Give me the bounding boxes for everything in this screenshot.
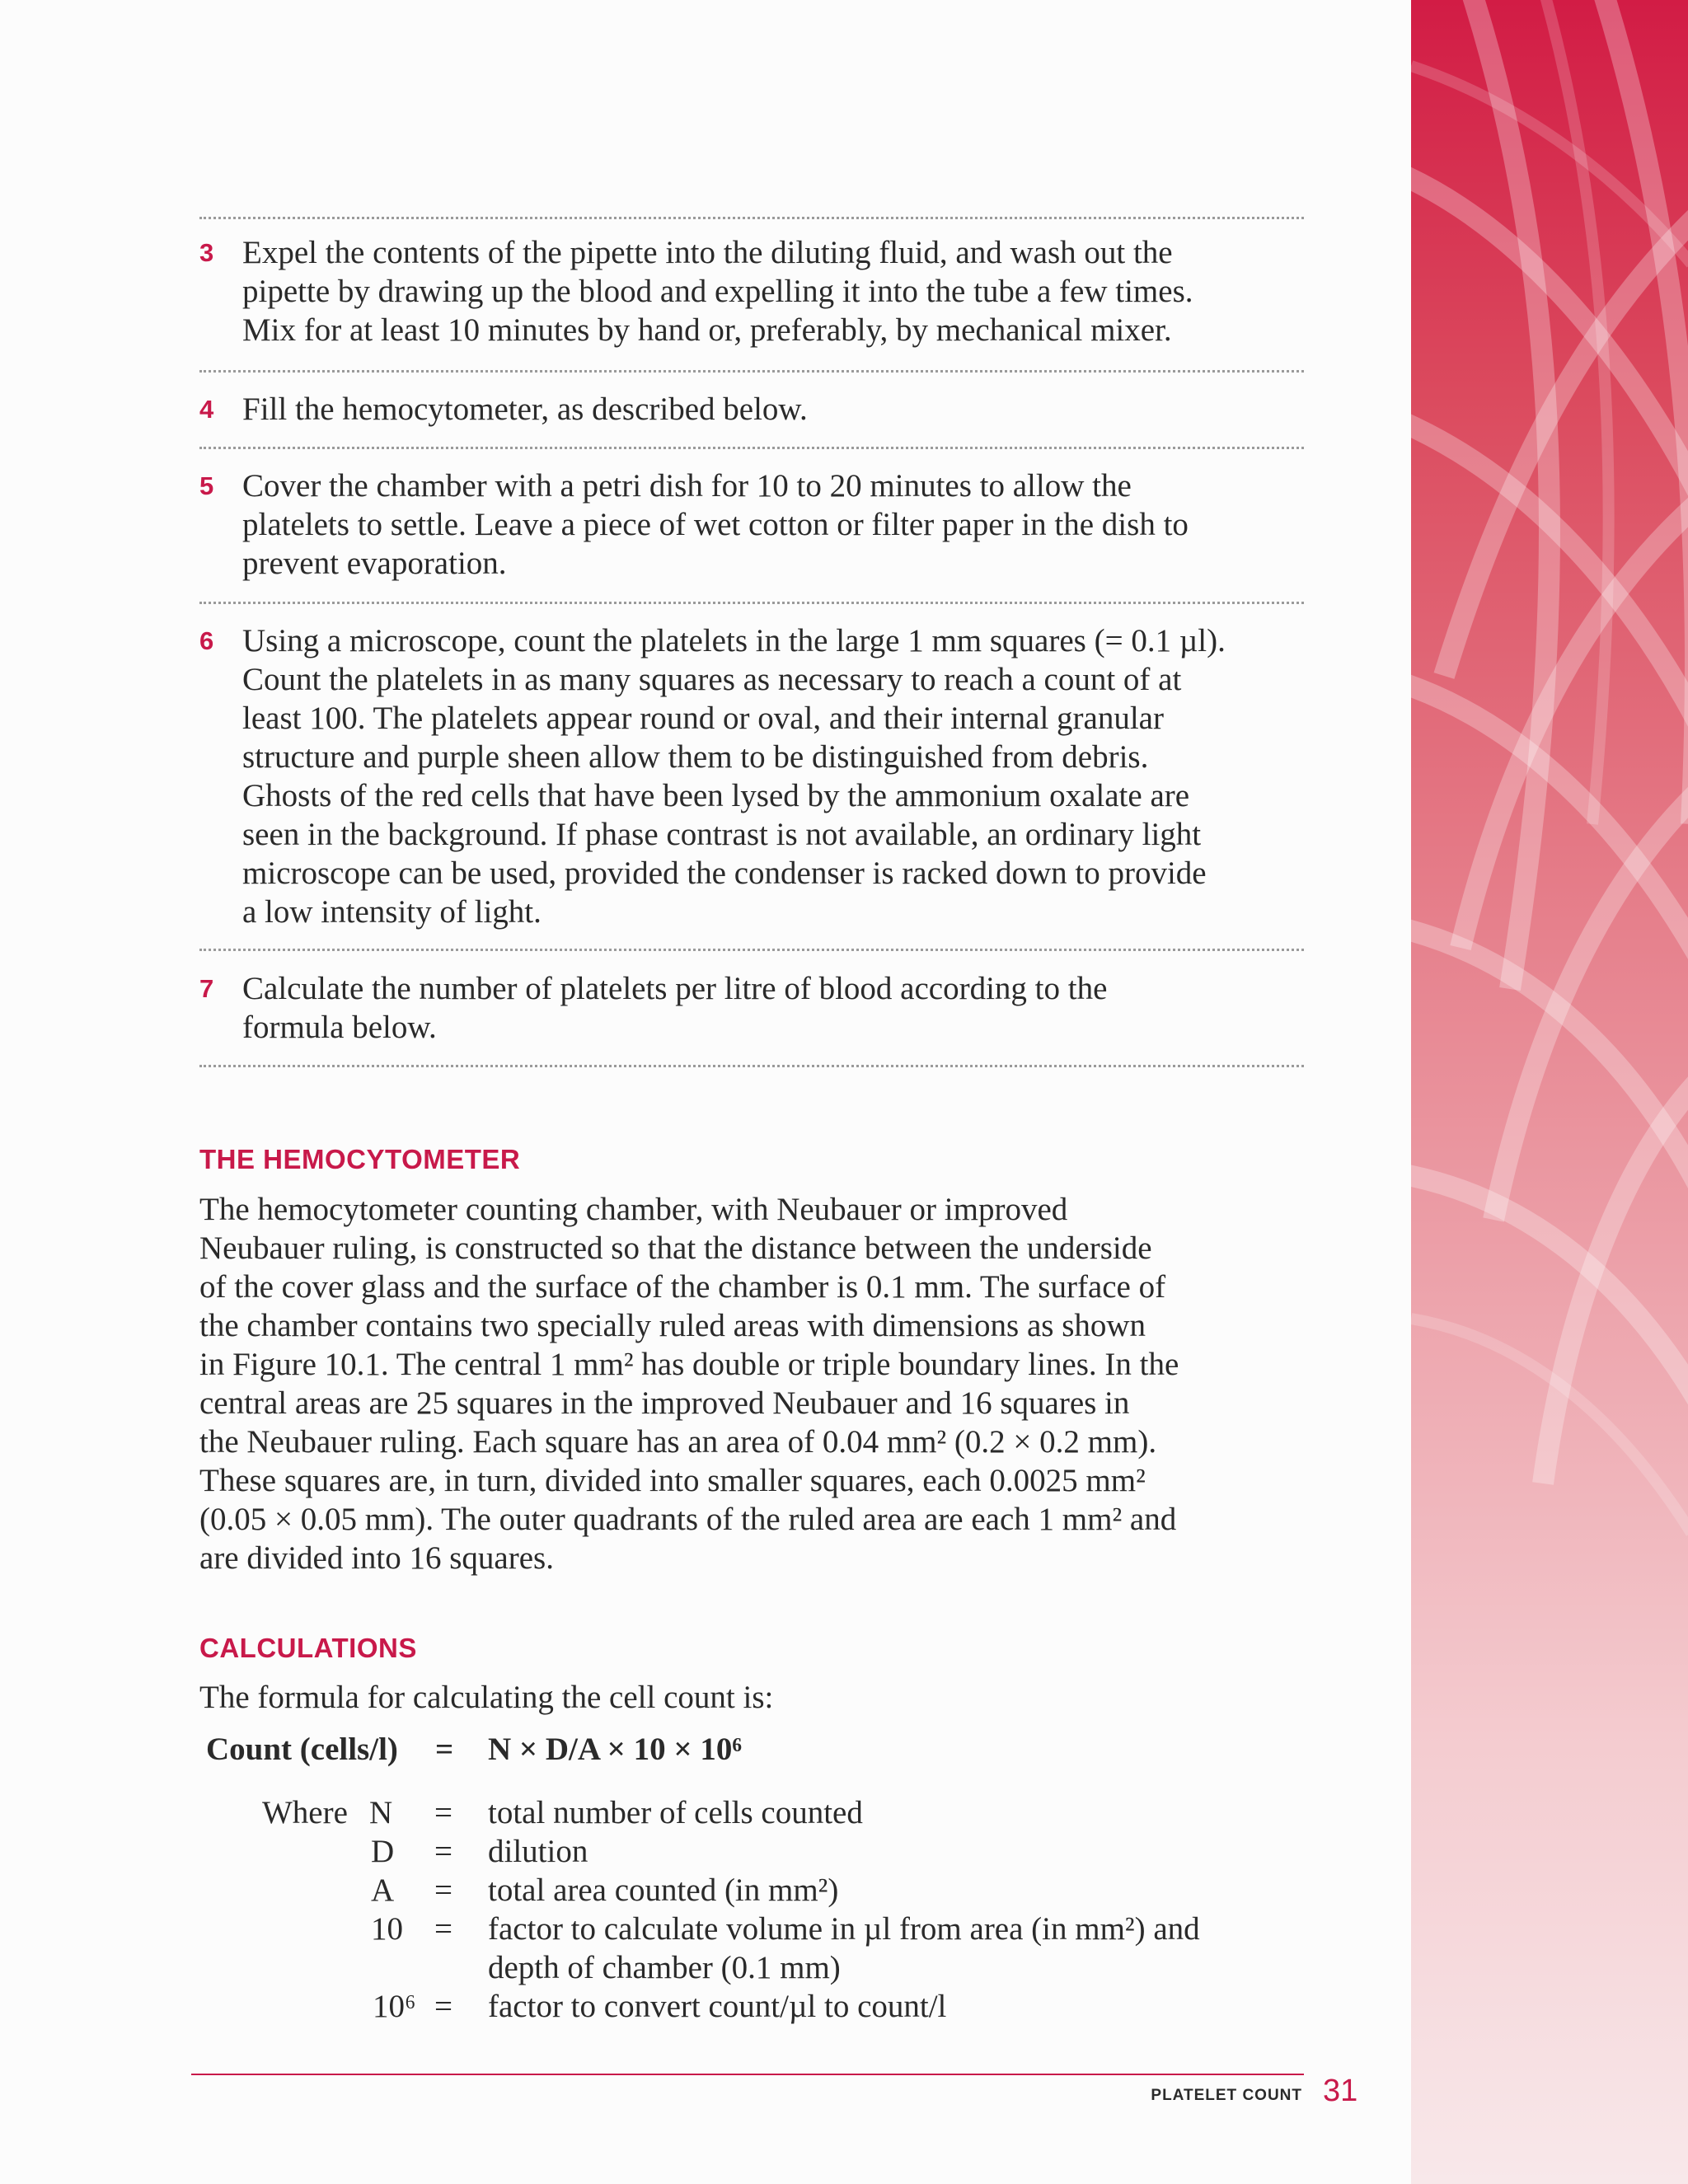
definition-text: dilution bbox=[488, 1834, 588, 1869]
section-heading-hemocytometer: THE HEMOCYTOMETER bbox=[199, 1144, 521, 1174]
paragraph-line: the chamber contains two specially ruled areas with dimensions as shown bbox=[199, 1308, 1146, 1343]
definition-text: total area counted (in mm²) bbox=[488, 1872, 839, 1908]
step-number: 5 bbox=[199, 471, 214, 500]
footer-section-label: PLATELET COUNT bbox=[1151, 2087, 1302, 2104]
definition-text: total number of cells counted bbox=[488, 1795, 863, 1830]
step-text bbox=[242, 621, 1304, 931]
dotted-divider bbox=[199, 949, 1304, 951]
dotted-divider bbox=[199, 217, 1304, 219]
step-line: seen in the background. If phase contrast is not available, an ordinary light bbox=[242, 817, 1202, 852]
step-line: least 100. The platelets appear round or oval, and their internal granular bbox=[242, 701, 1164, 736]
step-line: Mix for at least 10 minutes by hand or, preferably, by mechanical mixer. bbox=[242, 312, 1172, 348]
paragraph-line: These squares are, in turn, divided into smaller squares, each 0.0025 mm² bbox=[199, 1463, 1146, 1498]
dotted-divider bbox=[199, 370, 1304, 373]
step-number: 7 bbox=[199, 974, 214, 1003]
section-heading-calculations: CALCULATIONS bbox=[199, 1633, 417, 1663]
step-line: microscope can be used, provided the condenser is racked down to provide bbox=[242, 855, 1207, 891]
definition-symbol: 10 bbox=[371, 1911, 403, 1947]
definition-symbol: D bbox=[371, 1834, 395, 1869]
step-line: Fill the hemocytometer, as described below. bbox=[242, 391, 808, 427]
paragraph-line: (0.05 × 0.05 mm). The outer quadrants of the ruled area are each 1 mm² and bbox=[199, 1502, 1177, 1537]
step-line: Cover the chamber with a petri dish for 10 to 20 minutes to allow the bbox=[242, 468, 1132, 504]
definition-equals: = bbox=[434, 1989, 452, 2024]
step-line: Using a microscope, count the platelets in the large 1 mm squares (= 0.1 µl). bbox=[242, 623, 1226, 658]
footer-rule bbox=[191, 2074, 1304, 2075]
paragraph-line: of the cover glass and the surface of the chamber is 0.1 mm. The surface of bbox=[199, 1269, 1166, 1305]
step-line: Count the platelets in as many squares as necessary to reach a count of at bbox=[242, 662, 1182, 697]
where-label: Where bbox=[262, 1795, 348, 1830]
step-text bbox=[242, 233, 1304, 349]
definition-equals: = bbox=[434, 1834, 452, 1869]
definition-symbol: N bbox=[369, 1795, 393, 1830]
step-line: Ghosts of the red cells that have been lysed by the ammonium oxalate are bbox=[242, 778, 1190, 813]
paragraph-line: The hemocytometer counting chamber, with Neubauer or improved bbox=[199, 1192, 1068, 1227]
step-6 bbox=[199, 621, 1304, 931]
dotted-divider bbox=[199, 1065, 1304, 1067]
step-number: 3 bbox=[199, 238, 214, 267]
step-line: Calculate the number of platelets per litre of blood according to the bbox=[242, 971, 1108, 1006]
step-5 bbox=[199, 466, 1304, 583]
step-line: structure and purple sheen allow them to be distinguished from debris. bbox=[242, 739, 1149, 775]
globe-lines-graphic bbox=[1411, 0, 1688, 2184]
step-line: prevent evaporation. bbox=[242, 546, 507, 581]
definition-symbol: 10⁶ bbox=[373, 1989, 416, 2024]
step-number: 6 bbox=[199, 626, 214, 655]
step-line: a low intensity of light. bbox=[242, 894, 542, 930]
hemocytometer-paragraph bbox=[199, 1190, 1304, 1577]
decorative-side-band bbox=[1411, 0, 1688, 2184]
step-7 bbox=[199, 969, 1304, 1047]
step-number: 4 bbox=[199, 395, 214, 424]
step-line: Expel the contents of the pipette into the diluting fluid, and wash out the bbox=[242, 235, 1173, 270]
dotted-divider bbox=[199, 447, 1304, 449]
dotted-divider bbox=[199, 602, 1304, 604]
paragraph-line: are divided into 16 squares. bbox=[199, 1540, 554, 1576]
step-text bbox=[242, 466, 1304, 583]
step-text bbox=[242, 390, 1304, 429]
paragraph-line: the Neubauer ruling. Each square has an area of 0.04 mm² (0.2 × 0.2 mm). bbox=[199, 1424, 1157, 1460]
step-3 bbox=[199, 233, 1304, 349]
definition-equals: = bbox=[434, 1911, 452, 1947]
step-line: formula below. bbox=[242, 1010, 437, 1045]
definition-symbol: A bbox=[371, 1872, 395, 1908]
step-line: platelets to settle. Leave a piece of wet cotton or filter paper in the dish to bbox=[242, 507, 1189, 542]
step-4 bbox=[199, 390, 1304, 429]
step-text bbox=[242, 969, 1304, 1047]
definition-equals: = bbox=[434, 1872, 452, 1908]
paragraph-line: central areas are 25 squares in the improved Neubauer and 16 squares in bbox=[199, 1385, 1130, 1421]
paragraph-line: Neubauer ruling, is constructed so that the distance between the underside bbox=[199, 1230, 1152, 1266]
formula-rhs: N × D/A × 10 × 10⁶ bbox=[488, 1732, 743, 1767]
formula-equals: = bbox=[435, 1732, 454, 1767]
page-number: 31 bbox=[1323, 2074, 1358, 2108]
calculations-intro: The formula for calculating the cell count is: bbox=[199, 1680, 774, 1715]
formula-lhs: Count (cells/l) bbox=[206, 1732, 398, 1767]
definition-text: factor to convert count/µl to count/l bbox=[488, 1989, 947, 2024]
definition-equals: = bbox=[434, 1795, 452, 1830]
definition-text: factor to calculate volume in µl from area (in mm²) and bbox=[488, 1911, 1200, 1947]
step-line: pipette by drawing up the blood and expelling it into the tube a few times. bbox=[242, 274, 1193, 309]
definition-text: depth of chamber (0.1 mm) bbox=[488, 1950, 841, 1985]
paragraph-line: in Figure 10.1. The central 1 mm² has double or triple boundary lines. In the bbox=[199, 1347, 1179, 1382]
